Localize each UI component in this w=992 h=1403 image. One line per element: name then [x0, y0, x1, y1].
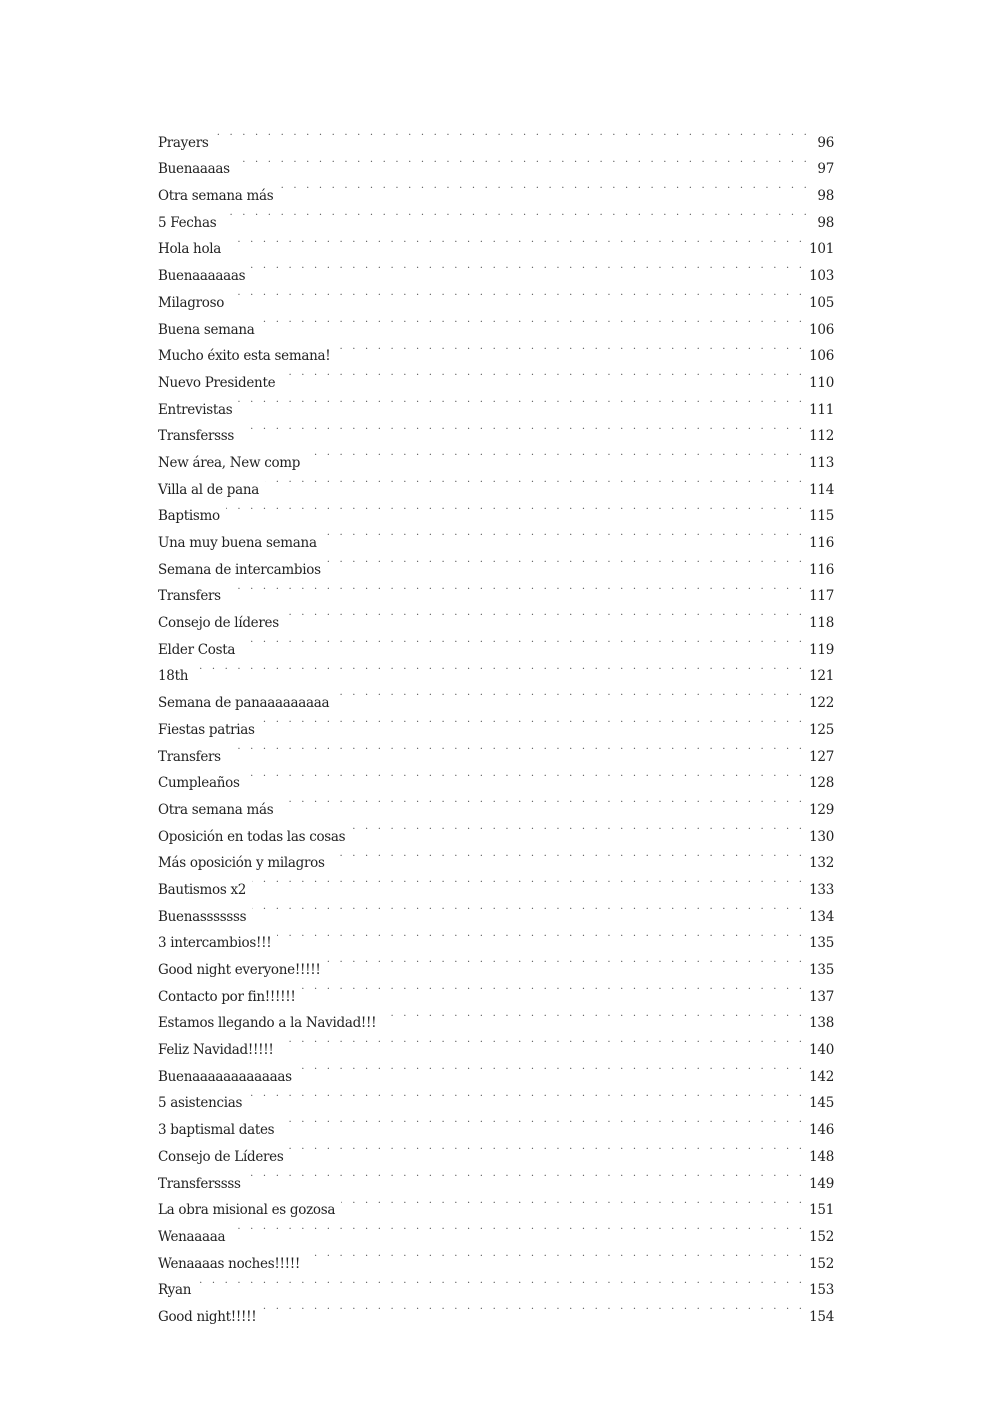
- toc-dot-leader: [247, 1161, 805, 1188]
- toc-entry[interactable]: [158, 494, 834, 525]
- toc-entry[interactable]: [158, 867, 834, 898]
- toc-entry-title: Consejo de líderes: [158, 615, 279, 632]
- toc-entry-page-number: 101: [809, 241, 834, 258]
- toc-dot-leader: [306, 440, 805, 467]
- toc-entry-page-number: 114: [809, 481, 834, 498]
- toc-entry-page-number: 122: [809, 695, 834, 712]
- toc-dot-leader: [226, 494, 805, 521]
- toc-entry[interactable]: [158, 440, 834, 471]
- toc-entry-title: Transferssss: [158, 1175, 241, 1192]
- toc-entry-title: Buena semana: [158, 321, 255, 338]
- toc-entry[interactable]: [158, 1241, 834, 1272]
- toc-dot-leader: [227, 734, 805, 761]
- toc-entry-title: Más oposición y milagros: [158, 855, 325, 872]
- toc-entry-page-number: 129: [809, 801, 834, 818]
- toc-entry-title: 5 Fechas: [158, 214, 217, 231]
- toc-dot-leader: [327, 547, 805, 574]
- toc-entry-title: Bautismos x2: [158, 881, 247, 898]
- toc-entry-page-number: 105: [809, 294, 834, 311]
- toc-entry[interactable]: [158, 654, 834, 685]
- toc-entry-title: Transfers: [158, 588, 221, 605]
- toc-entry-page-number: 132: [809, 855, 834, 872]
- toc-entry[interactable]: [158, 1268, 834, 1299]
- toc-entry[interactable]: [158, 734, 834, 765]
- toc-entry-title: Good night!!!!!: [158, 1308, 257, 1325]
- toc-entry-title: 3 baptismal dates: [158, 1122, 275, 1139]
- toc-entry-title: Ryan: [158, 1282, 192, 1299]
- toc-dot-leader: [336, 334, 805, 361]
- toc-entry[interactable]: [158, 1214, 834, 1245]
- toc-entry-page-number: 119: [809, 641, 834, 658]
- toc-dot-leader: [280, 1027, 806, 1054]
- toc-entry-page-number: 113: [809, 454, 834, 471]
- toc-entry-title: Transfersss: [158, 428, 235, 445]
- toc-dot-leader: [323, 520, 805, 547]
- toc-entry-page-number: 98: [817, 188, 834, 205]
- toc-dot-leader: [238, 387, 805, 414]
- toc-entry-title: Contacto por fin!!!!!!: [158, 988, 296, 1005]
- toc-entry-title: Buenaaaas: [158, 161, 230, 178]
- toc-dot-leader: [252, 894, 805, 921]
- toc-dot-leader: [252, 867, 805, 894]
- toc-entry-page-number: 137: [809, 988, 834, 1005]
- toc-dot-leader: [277, 921, 805, 948]
- toc-entry[interactable]: [158, 787, 834, 818]
- toc-dot-leader: [261, 307, 806, 334]
- toc-entry-title: Hola hola: [158, 241, 222, 258]
- toc-dot-leader: [331, 841, 806, 868]
- toc-entry-title: New área, New comp: [158, 454, 301, 471]
- toc-entry-page-number: 110: [809, 374, 834, 391]
- toc-dot-leader: [262, 1294, 805, 1321]
- toc-entry-page-number: 106: [809, 321, 834, 338]
- toc-dot-leader: [279, 787, 805, 814]
- toc-dot-leader: [194, 654, 805, 681]
- toc-entry[interactable]: [158, 280, 834, 311]
- toc-entry-page-number: 153: [809, 1282, 834, 1299]
- toc-entry[interactable]: [158, 520, 834, 551]
- toc-dot-leader: [289, 1134, 805, 1161]
- toc-dot-leader: [214, 120, 810, 147]
- toc-entry-page-number: 135: [809, 962, 834, 978]
- toc-page: [158, 120, 834, 1325]
- toc-dot-leader: [281, 360, 805, 387]
- toc-entry-page-number: 117: [809, 588, 834, 605]
- toc-entry[interactable]: [158, 574, 834, 605]
- toc-entry-title: Wenaaaas noches!!!!!: [158, 1255, 300, 1272]
- toc-dot-leader: [248, 1081, 805, 1108]
- toc-dot-leader: [261, 707, 805, 734]
- toc-entry-page-number: 97: [817, 161, 834, 178]
- toc-entry[interactable]: [158, 1294, 834, 1325]
- toc-entry-page-number: 149: [809, 1175, 834, 1192]
- toc-entry-page-number: 118: [809, 615, 834, 632]
- toc-entry[interactable]: [158, 627, 834, 658]
- table-of-contents: [158, 120, 834, 1325]
- toc-entry-title: Baptismo: [158, 508, 220, 525]
- toc-dot-leader: [280, 1107, 805, 1134]
- toc-entry-title: 5 asistencias: [158, 1095, 243, 1112]
- toc-dot-leader: [351, 814, 805, 841]
- toc-dot-leader: [230, 280, 805, 307]
- toc-entry-title: La obra misional es gozosa: [158, 1202, 336, 1219]
- toc-entry[interactable]: [158, 307, 834, 338]
- toc-entry-page-number: 146: [809, 1122, 834, 1139]
- toc-entry-title: Wenaaaaa: [158, 1228, 226, 1245]
- toc-dot-leader: [240, 414, 805, 441]
- toc-entry[interactable]: [158, 1161, 834, 1192]
- toc-entry-page-number: 148: [809, 1148, 834, 1165]
- toc-entry-page-number: 142: [809, 1068, 834, 1085]
- toc-entry-title: Villa al de pana: [158, 481, 260, 498]
- toc-entry-page-number: 135: [809, 935, 834, 952]
- toc-entry-title: Entrevistas: [158, 401, 233, 418]
- toc-entry-page-number: 115: [809, 508, 834, 525]
- toc-entry-page-number: 103: [809, 268, 834, 285]
- toc-dot-leader: [285, 600, 805, 627]
- toc-entry-page-number: 134: [809, 908, 834, 925]
- toc-entry[interactable]: [158, 1081, 834, 1112]
- toc-entry-title: Consejo de Líderes: [158, 1148, 284, 1165]
- toc-entry-page-number: 116: [809, 535, 834, 551]
- toc-dot-leader: [265, 467, 805, 494]
- toc-entry-title: Buenaaaaaaaaaaaas: [158, 1068, 292, 1085]
- toc-entry-page-number: 98: [817, 214, 834, 231]
- toc-entry-title: Elder Costa: [158, 641, 236, 658]
- toc-entry-page-number: 145: [809, 1095, 834, 1112]
- toc-entry[interactable]: [158, 761, 834, 792]
- toc-dot-leader: [382, 1001, 805, 1028]
- toc-entry-page-number: 116: [809, 561, 834, 578]
- toc-entry-title: Otra semana más: [158, 188, 274, 205]
- toc-entry-page-number: 154: [809, 1308, 834, 1325]
- toc-entry-title: Good night everyone!!!!!: [158, 962, 321, 978]
- toc-entry-page-number: 128: [809, 775, 834, 792]
- toc-dot-leader: [197, 1268, 805, 1295]
- toc-entry[interactable]: [158, 120, 834, 151]
- toc-entry-title: Prayers: [158, 134, 209, 151]
- toc-dot-leader: [236, 147, 810, 174]
- toc-entry-title: Transfers: [158, 748, 221, 765]
- toc-dot-leader: [251, 253, 805, 280]
- toc-entry-title: Semana de intercambios: [158, 561, 321, 578]
- toc-entry-page-number: 112: [809, 428, 834, 445]
- toc-entry-page-number: 96: [817, 134, 834, 151]
- toc-dot-leader: [227, 574, 805, 601]
- toc-dot-leader: [231, 1214, 805, 1241]
- toc-entry[interactable]: [158, 414, 834, 445]
- toc-entry[interactable]: [158, 173, 834, 205]
- toc-entry-page-number: 140: [809, 1042, 834, 1059]
- toc-entry-title: Buenasssssss: [158, 908, 247, 925]
- toc-dot-leader: [298, 1054, 805, 1081]
- toc-dot-leader: [227, 227, 805, 254]
- toc-entry-page-number: 127: [809, 748, 834, 765]
- toc-entry-title: Milagroso: [158, 294, 225, 311]
- toc-entry-page-number: 152: [809, 1255, 834, 1272]
- toc-entry-title: Estamos llegando a la Navidad!!!: [158, 1015, 377, 1032]
- toc-entry-title: Mucho éxito esta semana!: [158, 348, 331, 365]
- toc-entry[interactable]: [158, 147, 834, 178]
- toc-dot-leader: [222, 200, 810, 227]
- toc-entry-title: Otra semana más: [158, 801, 274, 818]
- toc-dot-leader: [302, 974, 806, 1001]
- toc-entry-title: Cumpleaños: [158, 775, 240, 792]
- toc-dot-leader: [279, 173, 810, 200]
- toc-entry-title: 3 intercambios!!!: [158, 935, 272, 952]
- toc-dot-leader: [246, 761, 806, 788]
- toc-entry[interactable]: [158, 253, 834, 285]
- toc-entry-page-number: 133: [809, 881, 834, 898]
- toc-entry-title: Buenaaaaaas: [158, 268, 246, 285]
- toc-entry-page-number: 130: [809, 828, 834, 845]
- toc-entry[interactable]: [158, 894, 834, 925]
- toc-entry[interactable]: [158, 680, 834, 712]
- toc-entry[interactable]: [158, 200, 834, 231]
- toc-dot-leader: [341, 1188, 805, 1215]
- toc-dot-leader: [241, 627, 805, 654]
- toc-entry-title: Oposición en todas las cosas: [158, 828, 346, 845]
- toc-entry-page-number: 121: [809, 668, 834, 685]
- toc-entry-page-number: 111: [809, 401, 834, 418]
- toc-entry[interactable]: [158, 387, 834, 418]
- toc-entry-page-number: 151: [809, 1202, 834, 1219]
- toc-entry[interactable]: [158, 600, 834, 632]
- toc-entry[interactable]: [158, 227, 834, 258]
- toc-entry-page-number: 106: [809, 348, 834, 365]
- toc-entry[interactable]: [158, 1107, 834, 1139]
- toc-entry-title: Feliz Navidad!!!!!: [158, 1042, 274, 1059]
- toc-entry-title: Una muy buena semana: [158, 535, 317, 551]
- toc-entry-title: 18th: [158, 668, 189, 685]
- toc-dot-leader: [326, 947, 805, 974]
- toc-entry-page-number: 152: [809, 1228, 834, 1245]
- toc-dot-leader: [306, 1241, 805, 1268]
- toc-entry-page-number: 125: [809, 721, 834, 738]
- toc-entry[interactable]: [158, 921, 834, 952]
- toc-entry-title: Semana de panaaaaaaaaa: [158, 695, 330, 712]
- toc-entry-page-number: 138: [809, 1015, 834, 1032]
- toc-entry-title: Fiestas patrias: [158, 721, 255, 738]
- toc-entry-title: Nuevo Presidente: [158, 374, 276, 391]
- toc-dot-leader: [335, 680, 805, 707]
- toc-entry[interactable]: [158, 1188, 834, 1219]
